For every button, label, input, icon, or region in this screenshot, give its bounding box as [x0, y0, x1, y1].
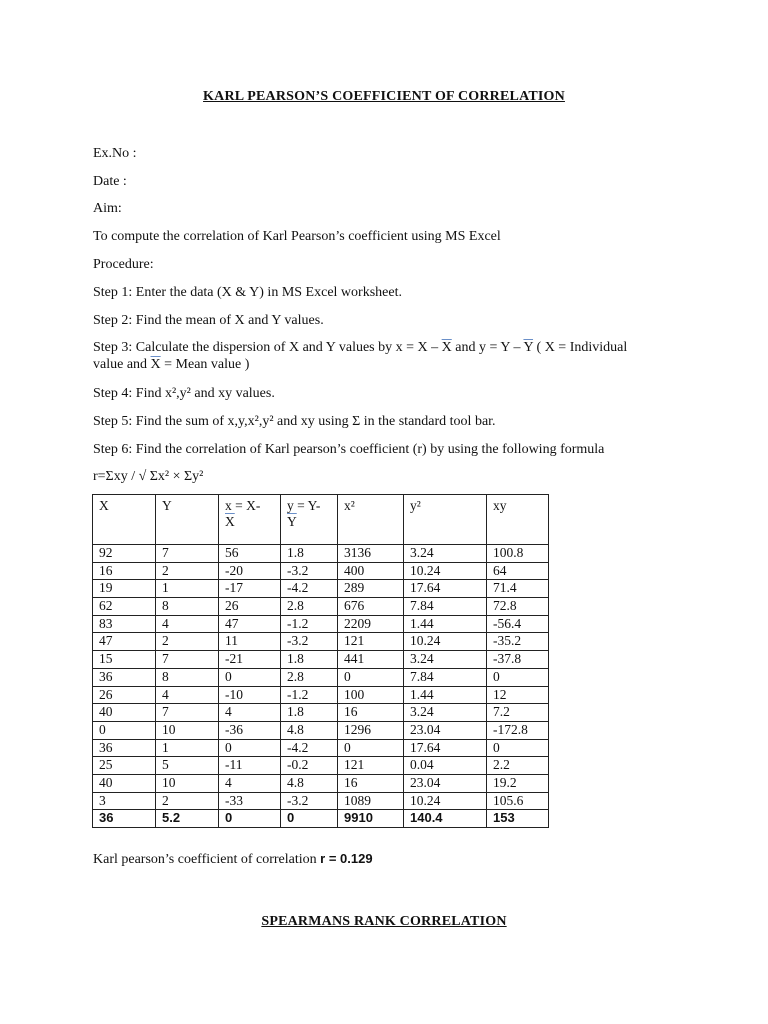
table-cell: 8 — [156, 598, 219, 616]
table-cell: 3.24 — [404, 545, 487, 563]
table-cell: -1.2 — [281, 686, 338, 704]
table-cell: 0 — [338, 739, 404, 757]
header-x: X — [93, 495, 156, 545]
table-cell: 1.8 — [281, 704, 338, 722]
step-4: Step 4: Find x²,y² and xy values. — [93, 386, 275, 401]
step-1: Step 1: Enter the data (X & Y) in MS Excel worksheet. — [93, 285, 402, 300]
table-cell: 1 — [156, 580, 219, 598]
table-cell: 8 — [156, 668, 219, 686]
table-cell: 47 — [219, 615, 281, 633]
table-cell: 0 — [338, 668, 404, 686]
table-cell: 40 — [93, 774, 156, 792]
table-total-row — [93, 810, 549, 828]
table-cell: 10.24 — [404, 633, 487, 651]
result-text: Karl pearson’s coefficient of correlation — [93, 852, 321, 867]
table-cell: 83 — [93, 615, 156, 633]
table-cell: 40 — [93, 704, 156, 722]
table-cell: 0.04 — [404, 757, 487, 775]
table-cell: 2.8 — [281, 668, 338, 686]
table-cell: -3.2 — [281, 633, 338, 651]
aim-label: Aim: — [93, 201, 122, 216]
table-row — [93, 792, 549, 810]
table-cell: 0 — [93, 721, 156, 739]
table-cell: 19.2 — [487, 774, 549, 792]
table-cell: 4 — [219, 774, 281, 792]
x-bar-symbol-2: $\overline{X}$ — [150, 357, 161, 372]
table-cell: 17.64 — [404, 739, 487, 757]
step-2: Step 2: Find the mean of X and Y values. — [93, 313, 324, 328]
table-cell: 47 — [93, 633, 156, 651]
correlation-table — [92, 494, 549, 828]
table-cell: 0 — [219, 668, 281, 686]
table-row — [93, 668, 549, 686]
table-cell: -20 — [219, 562, 281, 580]
table-row — [93, 721, 549, 739]
table-row — [93, 545, 549, 563]
table-row — [93, 580, 549, 598]
table-cell: 92 — [93, 545, 156, 563]
table-cell: 0 — [487, 668, 549, 686]
header-x-bar: $\overline{X}$ — [225, 514, 235, 529]
table-cell: 7.2 — [487, 704, 549, 722]
table-cell: 7.84 — [404, 668, 487, 686]
ex-no-label: Ex.No : — [93, 146, 137, 161]
table-row — [93, 562, 549, 580]
table-cell: 289 — [338, 580, 404, 598]
table-cell: 4 — [156, 686, 219, 704]
table-cell: -3.2 — [281, 792, 338, 810]
table-cell: -4.2 — [281, 739, 338, 757]
header-dev-y-label: y = Y- — [287, 498, 321, 513]
table-cell: -11 — [219, 757, 281, 775]
table-cell: 17.64 — [404, 580, 487, 598]
result-line — [93, 851, 373, 868]
table-cell: 11 — [219, 633, 281, 651]
table-row — [93, 757, 549, 775]
table-cell: 1 — [156, 739, 219, 757]
total-cell: 9910 — [338, 810, 404, 828]
table-cell: 23.04 — [404, 721, 487, 739]
table-cell: 2 — [156, 562, 219, 580]
table-cell: 4 — [219, 704, 281, 722]
table-row — [93, 598, 549, 616]
table-row — [93, 633, 549, 651]
table-cell: 3 — [93, 792, 156, 810]
table-row — [93, 651, 549, 669]
header-x2: x² — [338, 495, 404, 545]
step-3-part-c: ( X = Individual value and — [93, 340, 628, 372]
table-cell: 16 — [338, 704, 404, 722]
table-cell: 1296 — [338, 721, 404, 739]
table-cell: 16 — [93, 562, 156, 580]
table-cell: 4.8 — [281, 774, 338, 792]
total-cell: 5.2 — [156, 810, 219, 828]
table-cell: 2 — [156, 792, 219, 810]
table-cell: 15 — [93, 651, 156, 669]
table-cell: 121 — [338, 633, 404, 651]
formula: r=Σxy / √ Σx² × Σy² — [93, 469, 204, 484]
table-cell: 64 — [487, 562, 549, 580]
table-cell: 1089 — [338, 792, 404, 810]
header-y-bar: $\overline{Y}$ — [287, 514, 297, 529]
table-cell: -56.4 — [487, 615, 549, 633]
table-cell: -1.2 — [281, 615, 338, 633]
result-value: r = 0.129 — [320, 851, 373, 866]
table-cell: -4.2 — [281, 580, 338, 598]
table-row — [93, 739, 549, 757]
table-cell: 2.8 — [281, 598, 338, 616]
table-row — [93, 774, 549, 792]
table-cell: 23.04 — [404, 774, 487, 792]
table-cell: 3.24 — [404, 704, 487, 722]
next-section-title: SPEARMANS RANK CORRELATION — [261, 914, 507, 929]
table-cell: 10 — [156, 721, 219, 739]
total-cell: 153 — [487, 810, 549, 828]
table-cell: 0 — [219, 739, 281, 757]
table-cell: -0.2 — [281, 757, 338, 775]
table-cell: 400 — [338, 562, 404, 580]
step-3-part-d: = Mean value ) — [160, 357, 250, 372]
table-cell: 7.84 — [404, 598, 487, 616]
table-cell: 4.8 — [281, 721, 338, 739]
table-cell: 36 — [93, 739, 156, 757]
table-cell: -17 — [219, 580, 281, 598]
table-cell: 26 — [219, 598, 281, 616]
table-cell: 1.44 — [404, 615, 487, 633]
table-cell: 7 — [156, 651, 219, 669]
table-cell: 16 — [338, 774, 404, 792]
table-cell: 10 — [156, 774, 219, 792]
table-cell: 26 — [93, 686, 156, 704]
table-cell: 36 — [93, 668, 156, 686]
table-cell: -172.8 — [487, 721, 549, 739]
header-dev-x-label: x = X- — [225, 498, 261, 513]
header-xy: xy — [487, 495, 549, 545]
table-cell: 441 — [338, 651, 404, 669]
table-row — [93, 615, 549, 633]
page-title: KARL PEARSON’S COEFFICIENT OF CORRELATION — [203, 89, 565, 104]
header-y2: y² — [404, 495, 487, 545]
table-cell: 2 — [156, 633, 219, 651]
step-3-part-a: Step 3: Calculate the dispersion of X and Y values by x = X – — [93, 340, 442, 355]
table-cell: 121 — [338, 757, 404, 775]
table-row — [93, 704, 549, 722]
step-3 — [93, 339, 653, 373]
step-5: Step 5: Find the sum of x,y,x²,y² and xy using Σ in the standard tool bar. — [93, 414, 496, 429]
step-6: Step 6: Find the correlation of Karl pearson’s coefficient (r) by using the following formula — [93, 442, 605, 457]
table-cell: -10 — [219, 686, 281, 704]
procedure-label: Procedure: — [93, 257, 154, 272]
header-y: Y — [156, 495, 219, 545]
table-row — [93, 686, 549, 704]
table-cell: -33 — [219, 792, 281, 810]
table-cell: 10.24 — [404, 792, 487, 810]
table-cell: 71.4 — [487, 580, 549, 598]
table-cell: 10.24 — [404, 562, 487, 580]
table-cell: 100.8 — [487, 545, 549, 563]
table-cell: 676 — [338, 598, 404, 616]
table-cell: 3.24 — [404, 651, 487, 669]
table-cell: 19 — [93, 580, 156, 598]
total-cell: 140.4 — [404, 810, 487, 828]
table-cell: 2209 — [338, 615, 404, 633]
table-cell: -35.2 — [487, 633, 549, 651]
aim-text: To compute the correlation of Karl Pearson’s coefficient using MS Excel — [93, 229, 501, 244]
table-cell: 1.8 — [281, 545, 338, 563]
table-body — [93, 545, 549, 810]
x-bar-symbol: $\overline{X}$ — [441, 340, 452, 355]
table-cell: -36 — [219, 721, 281, 739]
table-cell: 62 — [93, 598, 156, 616]
table-cell: 7 — [156, 545, 219, 563]
table-cell: 25 — [93, 757, 156, 775]
table-cell: 2.2 — [487, 757, 549, 775]
table-cell: -37.8 — [487, 651, 549, 669]
total-cell: 36 — [93, 810, 156, 828]
table-cell: -21 — [219, 651, 281, 669]
table-cell: 12 — [487, 686, 549, 704]
date-label: Date : — [93, 174, 127, 189]
table-cell: 4 — [156, 615, 219, 633]
total-cell: 0 — [281, 810, 338, 828]
table-cell: 5 — [156, 757, 219, 775]
table-cell: 105.6 — [487, 792, 549, 810]
table-cell: 3136 — [338, 545, 404, 563]
table-cell: 56 — [219, 545, 281, 563]
table-cell: 0 — [487, 739, 549, 757]
table-cell: 72.8 — [487, 598, 549, 616]
table-cell: 1.8 — [281, 651, 338, 669]
table-cell: 1.44 — [404, 686, 487, 704]
header-dev-y — [281, 495, 338, 545]
step-3-part-b: and y = Y – — [451, 340, 524, 355]
table-header-row — [93, 495, 549, 545]
y-bar-symbol: $\overline{Y}$ — [523, 340, 534, 355]
total-cell: 0 — [219, 810, 281, 828]
table-cell: 100 — [338, 686, 404, 704]
header-dev-x — [219, 495, 281, 545]
table-cell: 7 — [156, 704, 219, 722]
table-cell: -3.2 — [281, 562, 338, 580]
